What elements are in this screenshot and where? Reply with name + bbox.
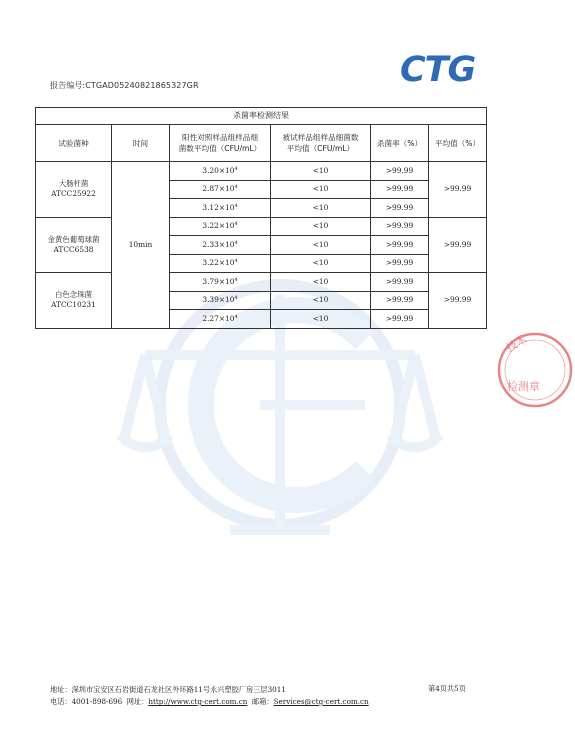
average-value: >99.99 [429,217,487,273]
test-value: <10 [271,217,371,236]
positive-value: $2.27\times 10^4$ [170,310,271,329]
kill-rate-value: >99.99 [371,236,429,255]
time-cell: 10min [112,162,170,329]
strain-cell: 金黄色葡萄球菌 ATCC6538 [36,217,112,273]
test-value: <10 [271,236,371,255]
kill-rate-value: >99.99 [371,162,429,181]
positive-value: $3.39\times 10^4$ [170,291,271,310]
positive-value: $2.33\times 10^4$ [170,236,271,255]
positive-value: $3.22\times 10^4$ [170,254,271,273]
email-label: 邮箱： [252,697,274,706]
kill-rate-value: >99.99 [371,310,429,329]
sterilization-results-table [35,107,487,329]
email-link[interactable]: Services@ctg-cert.com.cn [273,697,369,706]
table-caption: 杀菌率检测结果 [36,108,487,125]
header-positive-control: 阳性对照样品组样品细 菌数平均值（CFU/mL） [170,125,271,162]
inspection-seal [495,330,575,410]
test-value: <10 [271,199,371,218]
phone-number: 4001-898-696 [71,697,123,706]
footer [50,684,369,708]
kill-rate-value: >99.99 [371,273,429,292]
average-value: >99.99 [429,273,487,329]
svg-text:检测章: 检测章 [507,380,540,393]
test-value: <10 [271,273,371,292]
footer-address: 地址：深圳市宝安区石岩街道石龙社区外环路11号永兴塑胶厂房三层3011 [50,685,286,694]
strain-cell: 白色念珠菌 ATCC10231 [36,273,112,329]
positive-value: $3.12\times 10^4$ [170,199,271,218]
header-test-sample: 被试样品组样品细菌数 平均值（CFU/mL） [271,125,371,162]
strain-cell: 大肠杆菌 ATCC25922 [36,162,112,218]
page-number: 第4页共5页 [428,684,466,693]
kill-rate-value: >99.99 [371,254,429,273]
kill-rate-value: >99.99 [371,199,429,218]
svg-text:技术: 技术 [504,332,530,355]
phone-label: 电话： [50,697,72,706]
positive-value: $3.20\times 10^4$ [170,162,271,181]
test-value: <10 [271,180,371,199]
kill-rate-value: >99.99 [371,180,429,199]
website-label: 网址： [126,697,149,706]
positive-value: $3.22\times 10^4$ [170,217,271,236]
kill-rate-value: >99.99 [371,291,429,310]
average-value: >99.99 [429,162,487,218]
footer-contact [50,696,369,708]
header-strain: 试验菌种 [36,125,112,162]
header-average: 平均值（%） [429,125,487,162]
positive-value: $2.87\times 10^4$ [170,180,271,199]
positive-value: $3.79\times 10^4$ [170,273,271,292]
header-kill-rate: 杀菌率（%） [371,125,429,162]
website-link[interactable]: http://www.ctg-cert.com.cn [148,697,248,706]
test-value: <10 [271,310,371,329]
test-value: <10 [271,254,371,273]
ctg-logo: CTG [400,50,476,90]
test-value: <10 [271,162,371,181]
header-time: 时间 [112,125,170,162]
kill-rate-value: >99.99 [371,217,429,236]
test-value: <10 [271,291,371,310]
report-number: 报告编号:CTGAD05240821865327GR [50,81,199,90]
